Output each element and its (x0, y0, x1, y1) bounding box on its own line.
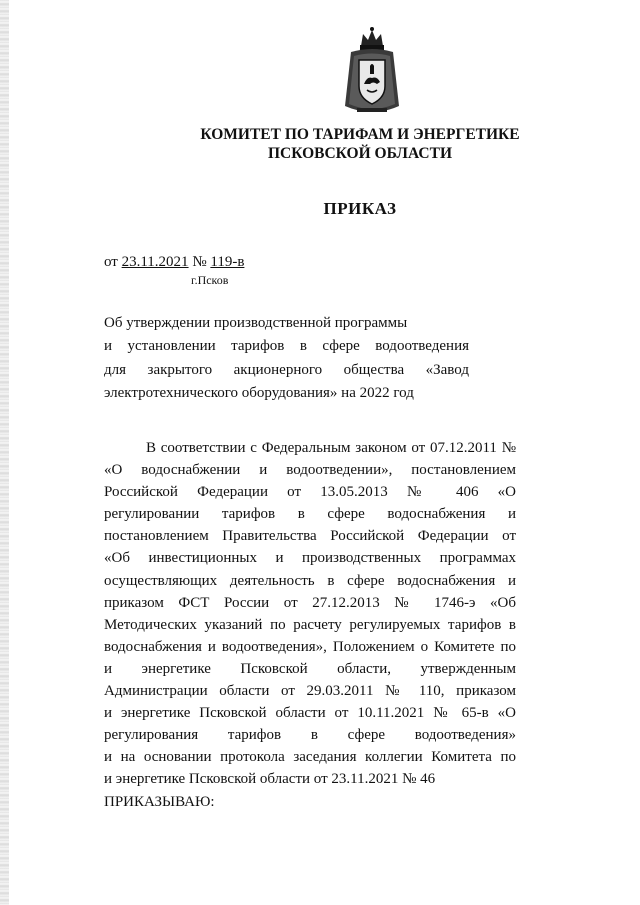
body-line: приказом ФСТ России от 27.12.2013 № 1746-э «Об (104, 594, 516, 611)
date-number-line (104, 254, 244, 271)
order-date: 23.11.2021 (121, 254, 189, 270)
order-number: 119-в (210, 254, 245, 270)
subject-line: Об утверждении производственной программы (104, 315, 408, 331)
scan-edge-artifact (0, 0, 9, 905)
number-prefix: № (188, 254, 211, 270)
body-line: Методических указаний по расчету регулируемых тарифов в (104, 616, 516, 633)
subject-line: электротехнического оборудования» на 2022 год (104, 384, 414, 401)
coat-of-arms-icon (337, 26, 407, 118)
body-line: и энергетике Псковской области от 10.11.2021 № 65-в «О (104, 705, 516, 722)
body-line: постановлением Правительства Российской Федерации от (104, 528, 516, 545)
body-line: «О водоснабжении и водоотведении», постановлением (104, 462, 516, 479)
body-line: регулировании тарифов в сфере водоснабжения и (104, 506, 516, 523)
body-line: регулирования тарифов в сфере водоотведения» (104, 727, 516, 744)
order-subject (104, 312, 469, 405)
body-line: и энергетике Псковской области, утвержденным (104, 660, 516, 677)
subject-line: и установлении тарифов в сфере водоотведения (104, 338, 469, 355)
organization-name: КОМИТЕТ ПО ТАРИФАМ И ЭНЕРГЕТИКЕ (200, 126, 520, 143)
city-label: г.Псков (191, 273, 229, 287)
document-type-title: ПРИКАЗ (323, 199, 397, 218)
order-body (104, 437, 516, 813)
organization-region: ПСКОВСКОЙ ОБЛАСТИ (267, 145, 452, 162)
body-line: водоснабжения и водоотведения», Положением о Комитете по (104, 638, 516, 655)
body-line: В соответствии с Федеральным законом от 07.12.2011 № (146, 440, 516, 456)
subject-line: для закрытого акционерного общества «Завод (104, 361, 469, 378)
body-line: ПРИКАЗЫВАЮ: (104, 793, 215, 810)
body-line: и на основании протокола заседания коллегии Комитета по (104, 749, 516, 766)
body-line: Российской Федерации от 13.05.2013 № 406 «О (104, 484, 516, 501)
body-line: осуществляющих деятельность в сфере водоснабжения и (104, 572, 516, 589)
body-line: и энергетике Псковской области от 23.11.2021 № 46 (104, 771, 436, 788)
body-line: «Об инвестиционных и производственных программах (104, 550, 516, 567)
date-prefix: от (104, 254, 122, 270)
body-line: Администрации области от 29.03.2011 № 110, приказом (104, 683, 516, 700)
